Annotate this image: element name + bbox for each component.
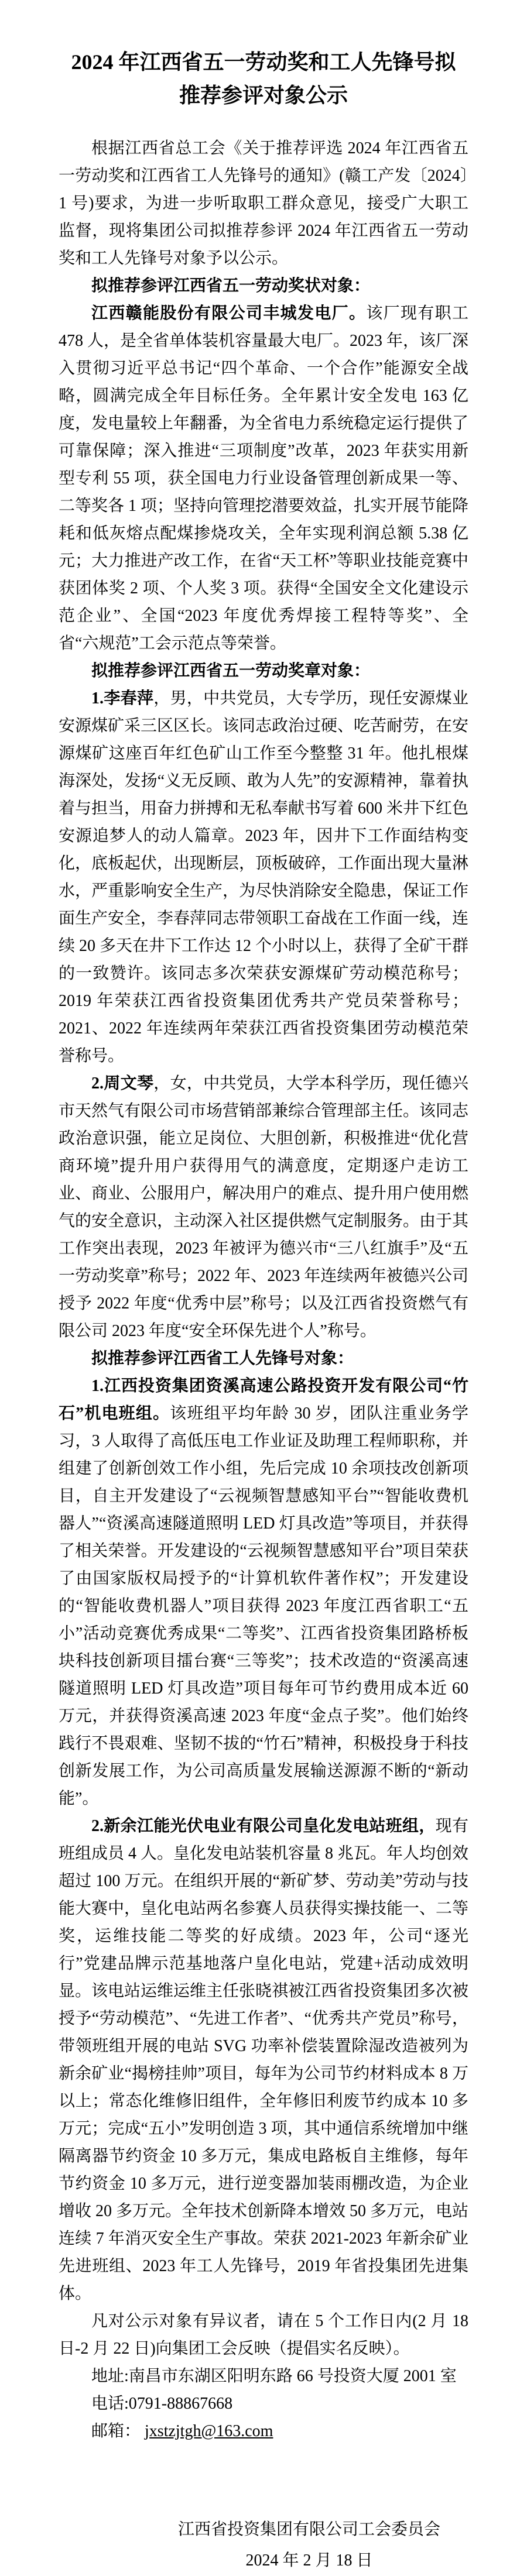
phone-text: 电话:0791-88867668 bbox=[91, 2395, 233, 2413]
phone-line bbox=[59, 2390, 468, 2417]
signature-date: 2024 年 2 月 18 日 bbox=[245, 2551, 373, 2570]
document-body bbox=[59, 135, 468, 2445]
page-title-line2: 推荐参评对象公示 bbox=[179, 84, 348, 107]
paragraph-text: 现有班组成员 4 人。皇化发电站装机容量 8 兆瓦。年人均创效超过 100 万元。在组织开展的“新矿梦、劳动美”劳动与技能大赛中，皇化电站两名参赛人员获得实操技能一、二等奖，运维技能二等奖的好成绩。2023 年，公司“逐光行”党建品牌示范基地落户皇化电站，党建+活动成效明显。该电站运维运维主任张晓祺被江西省投资集团多次被授予“劳动模范”、“先进工作者”、“优秀共产党员”称号，带领班组开展的电站 SVG 功率补偿装置除湿改造被列为新余矿业“揭榜挂帅”项目，每年为公司节约材料成本 8 万以上；常态化维修旧组件，全年修旧利废节约成本 10 多万元；完成“五小”发明创造 3 项，其中通信系统增加中继隔离器节约资金 10 多万元，集成电路板自主维修，每年节约资金 10 多万元，进行逆变器加装雨棚改造，为企业增收 20 多万元。全年技术创新降本增效 50 多万元，电站连续 7 年消灭安全生产事故。荣获 2021-2023 年新余矿业先进班组、2023 年工人先锋号，2019 年省投集团先进集体。 bbox=[59, 1817, 469, 2303]
paragraph-lead: 1.江西投资集团资溪高速公路投资开发有限公司“竹石”机电班组。 bbox=[59, 1377, 468, 1423]
section-heading-medal bbox=[59, 657, 468, 685]
paragraph-lead: 2.周文琴 bbox=[91, 1074, 154, 1093]
signature-block bbox=[178, 2514, 440, 2576]
signature-org: 江西省投资集团有限公司工会委员会 bbox=[177, 2520, 440, 2539]
paragraph-text: 该厂现有职工 478 人，是全省单体装机容量最大电厂。2023 年，该厂深入贯彻习近平总书记“四个革命、一个合作”能源安全战略，圆满完成全年目标任务。全年累计安全发电 163 亿度，发电量较上年翻番，为全省电力系统稳定运行提供了可靠保障；深入推进“三项制度”改革，2023 年获实用新型专利 55 项，获全国电力行业设备管理创新成果一等、二等奖各 1 项；坚持向管理挖潜要效益，扎实开展节能降耗和低灰熔点配煤掺烧攻关，全年实现利润总额 5.38 亿元；大力推进产改工作，在省“天工杯”等职业技能竞赛中获团体奖 2 项、个人奖 3 项。获得“全国安全文化建设示范企业”、全国“2023 年度优秀焊接工程特等奖”、全省“六规范”工会示范点等荣誉。 bbox=[59, 304, 469, 652]
paragraph-lead: 江西赣能股份有限公司丰城发电厂。 bbox=[91, 304, 367, 322]
award-certificate-candidate-paragraph bbox=[59, 300, 468, 657]
paragraph-lead: 1.李春萍 bbox=[91, 689, 154, 707]
paragraph-text: 该班组平均年龄 30 岁，团队注重业务学习，3 人取得了高低压电工作业证及助理工程师职称，并组建了创新创效工作小组，先后完成 10 余项技改创新项目，自主开发建设了“云视频智慧感知平台”“智能收费机器人”“资溪高速隧道照明 LED 灯具改造”等项目，并获得了相关荣誉。开发建设的“云视频智慧感知平台”项目荣获了由国家版权局授予的“计算机软件著作权”；开发建设的“智能收费机器人”项目获得 2023 年度江西省职工“五小”活动竞赛优秀成果“二等奖”、江西省投资集团路桥板块科技创新项目擂台赛“三等奖”；技术改造的“资溪高速隧道照明 LED 灯具改造”项目每年可节约费用成本近 60 万元，并获得资溪高速 2023 年度“金点子奖”。他们始终践行不畏艰难、坚韧不拔的“竹石”精神，积极投身于科技创新发展工作，为公司高质量发展输送源源不断的“新动能”。 bbox=[59, 1404, 468, 1808]
paragraph-text: 凡对公示对象有异议者，请在 5 个工作日内(2 月 18 日-2 月 22 日)向集团工会反映（提倡实名反映）。 bbox=[59, 2312, 468, 2358]
pioneer-team-2-paragraph bbox=[59, 1812, 468, 2307]
paragraph-lead: 2.新余江能光伏电业有限公司皇化发电站班组， bbox=[91, 1817, 436, 1835]
section-heading-award-certificate bbox=[59, 272, 468, 300]
paragraph-lead: 拟推荐参评江西省五一劳动奖状对象： bbox=[91, 277, 371, 295]
paragraph-text: ，女，中共党员，大学本科学历，现任德兴市天然气有限公司市场营销部兼综合管理部主任。该同志政治意识强，能立足岗位、大胆创新，积极推进“优化营商环境”提升用户获得用气的满意度，定期逐户走访工业、商业、公服用户，解决用户的难点、提升用户使用燃气的安全意识，主动深入社区提供燃气定制服务。由于其工作突出表现，2023 年被评为德兴市“三八红旗手”及“五一劳动奖章”称号；2022 年、2023 年连续两年被德兴公司授予 2022 年度“优秀中层”称号；以及江西省投资燃气有限公司 2023 年度“安全环保先进个人”称号。 bbox=[59, 1074, 469, 1340]
intro-paragraph bbox=[59, 135, 468, 272]
medal-candidate-1-paragraph bbox=[59, 685, 468, 1070]
address-text: 地址:南昌市东湖区阳明东路 66 号投资大厦 2001 室 bbox=[91, 2367, 457, 2385]
medal-candidate-2-paragraph bbox=[59, 1070, 468, 1345]
paragraph-lead: 拟推荐参评江西省五一劳动奖章对象： bbox=[91, 662, 371, 680]
email-label: 邮箱： bbox=[91, 2422, 145, 2440]
objection-notice-paragraph bbox=[59, 2307, 468, 2362]
page-title-line1: 2024 年江西省五一劳动奖和工人先锋号拟 bbox=[71, 50, 456, 74]
email-link[interactable]: jxstzjtgh@163.com bbox=[145, 2422, 273, 2440]
page-title bbox=[59, 46, 468, 112]
paragraph-lead: 拟推荐参评江西省工人先锋号对象： bbox=[91, 1349, 354, 1368]
section-heading-pioneer bbox=[59, 1345, 468, 1372]
paragraph-text: ，男，中共党员，大专学历，现任安源煤业安源煤矿采三区区长。该同志政治过硬、吃苦耐劳，在安源煤矿这座百年红色矿山工作至今整整 31 年。他扎根煤海深处，发扬“义无反顾、敢为人先”的安源精神，靠着执着与担当，用奋力拼搏和无私奉献书写着 600 米井下红色安源追梦人的动人篇章。2023 年，因井下工作面结构变化，底板起伏，出现断层，顶板破碎，工作面出现大量淋水，严重影响安全生产，为尽快消除安全隐患，保证工作面生产安全，李春萍同志带领职工奋战在工作面一线，连续 20 多天在井下工作达 12 个小时以上，获得了全矿干群的一致赞许。该同志多次荣获安源煤矿劳动模范称号； 2019 年荣获江西省投资集团优秀共产党员荣誉称号； 2021、2022 年连续两年荣获江西省投资集团劳动模范荣誉称号。 bbox=[59, 689, 469, 1065]
pioneer-team-1-paragraph bbox=[59, 1372, 468, 1812]
address-line bbox=[59, 2362, 468, 2390]
paragraph-text: 根据江西省总工会《关于推荐评选 2024 年江西省五一劳动奖和江西省工人先锋号的通知》(赣工产发〔2024〕1 号)要求，为进一步听取职工群众意见，接受广大职工监督，现将集团公司拟推荐参评 2024 年江西省五一劳动奖和工人先锋号对象予以公示。 bbox=[59, 139, 468, 267]
email-line bbox=[59, 2417, 468, 2445]
